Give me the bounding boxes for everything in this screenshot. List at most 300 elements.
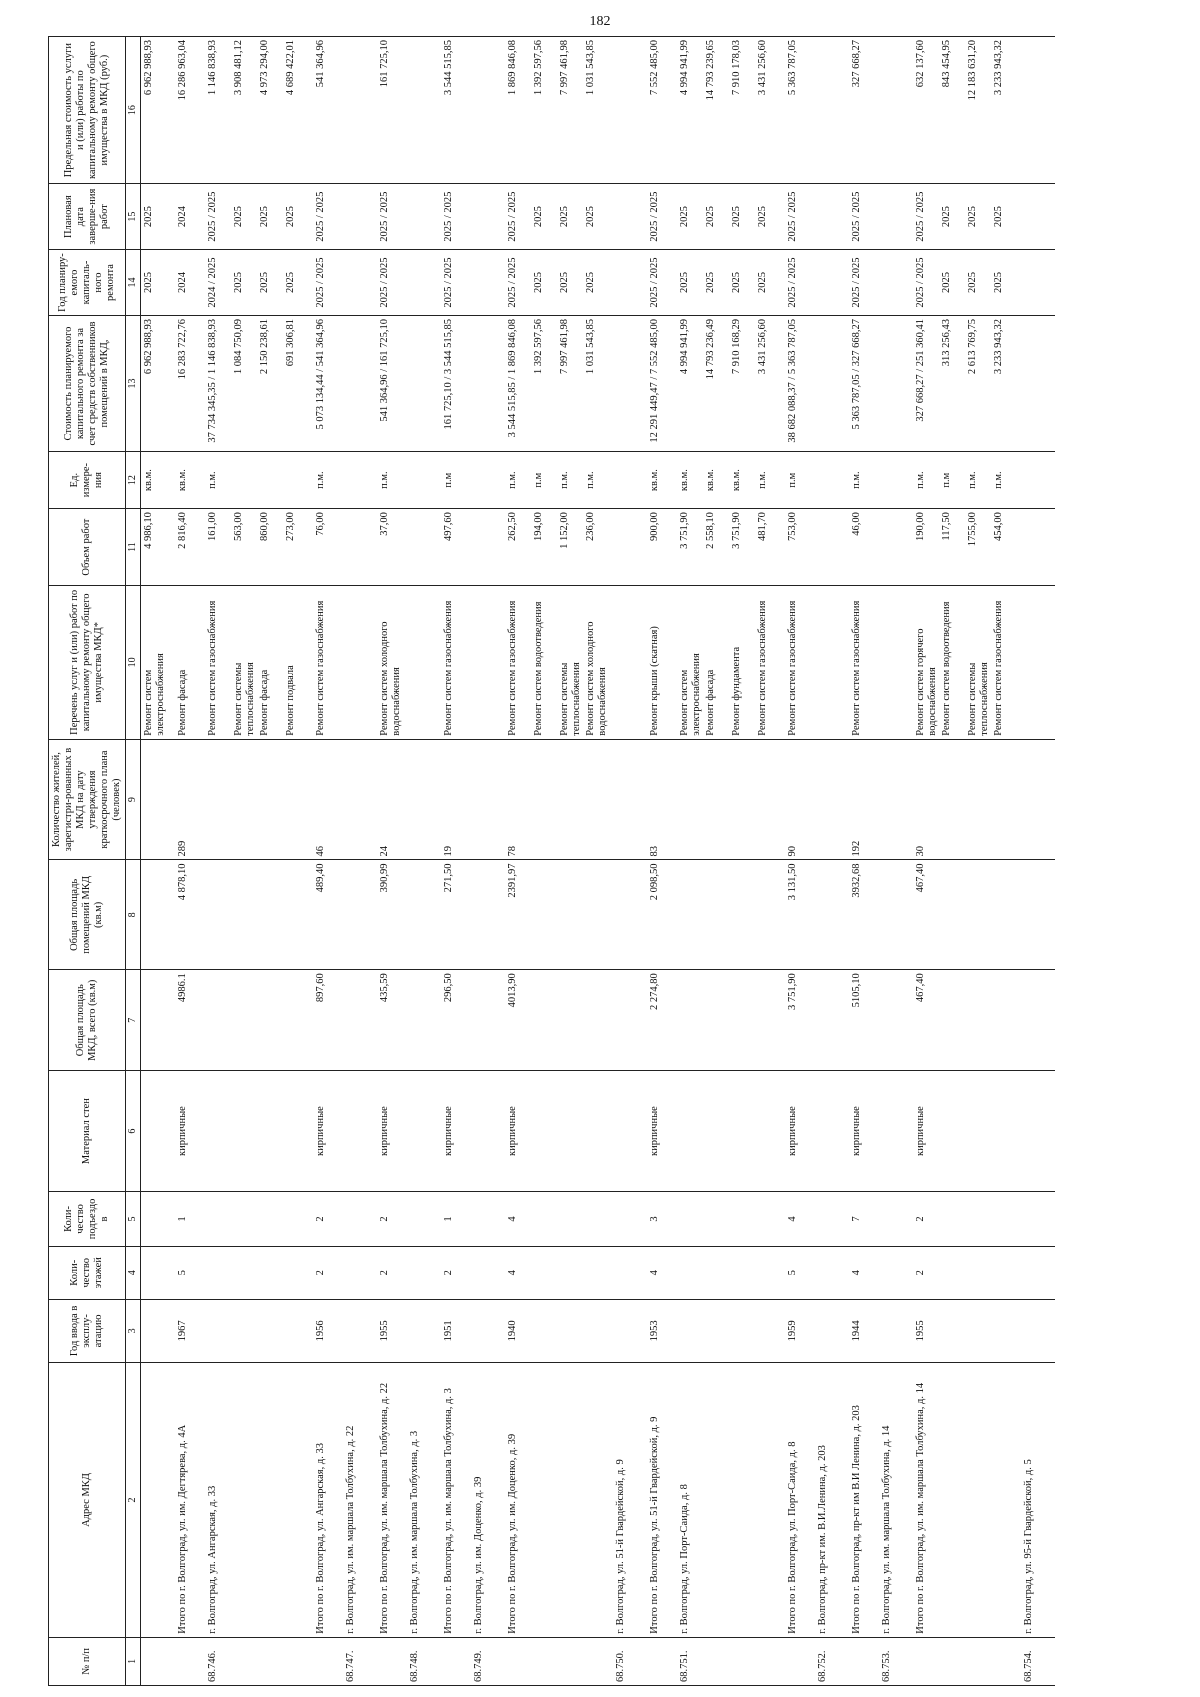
area-total-cell	[613, 970, 647, 1071]
plan-year-item	[313, 250, 343, 316]
limit-item-line: 632 137,60	[914, 40, 926, 88]
entrances-cell	[879, 1192, 913, 1247]
column-number: 10	[126, 586, 141, 740]
end-year-item	[205, 184, 313, 250]
work-item	[471, 586, 505, 740]
cost-item-line: 2 150 238,61	[258, 318, 270, 375]
end-year-item	[849, 184, 879, 250]
floors-cell	[613, 1246, 647, 1299]
end-year-item-line: 2025 / 2025	[914, 191, 926, 242]
row-number	[140, 1637, 175, 1685]
walls-cell	[879, 1071, 913, 1192]
area-rooms-cell	[677, 860, 785, 970]
end-year-item-line: 2025	[258, 206, 270, 228]
volume-item	[471, 509, 505, 586]
cost-item	[407, 315, 441, 451]
cost-item	[849, 315, 879, 451]
entrances-cell	[471, 1192, 505, 1247]
table-row	[343, 37, 377, 1686]
walls-cell	[815, 1071, 849, 1192]
cost-item-line: 38 682 088,37 / 5 363 787,05	[786, 318, 798, 443]
limit-item-line: 14 793 239,65	[704, 40, 716, 101]
column-number: 16	[126, 37, 141, 184]
volume-item-line: 190,00	[914, 512, 926, 542]
area-rooms-cell: 3 131,50	[785, 860, 815, 970]
cost-item-line: 5 363 787,05 / 327 668,27	[850, 318, 862, 430]
volume-item	[505, 509, 613, 586]
table-body	[140, 37, 1055, 1686]
year-cell: 1955	[377, 1299, 407, 1363]
unit-item	[441, 452, 471, 509]
residents-cell	[471, 739, 505, 860]
cost-item	[471, 315, 505, 451]
cost-item-line: 12 291 449,47 / 7 552 485,00	[648, 318, 660, 443]
plan-year-item-line: 2025 / 2025	[314, 257, 326, 308]
address-cell: г. Волгоград, ул. им. маршала Толбухина, д. 14	[879, 1363, 913, 1637]
limit-item	[140, 37, 175, 184]
cost-item	[785, 315, 815, 451]
volume-item	[849, 509, 879, 586]
unit-item-line: п.м	[940, 472, 952, 488]
year-cell: 1953	[647, 1299, 677, 1363]
area-rooms-cell: 489,40	[313, 860, 343, 970]
unit-item	[205, 452, 313, 509]
area-total-cell	[471, 970, 505, 1071]
volume-item-line: 3 751,90	[678, 512, 690, 549]
work-item	[377, 586, 407, 740]
cost-item	[175, 315, 205, 451]
area-rooms-cell: 271,50	[441, 860, 471, 970]
address-cell: г. Волгоград, ул. Ангарская, д. 33	[205, 1363, 313, 1637]
limit-item-line: 843 454,95	[940, 40, 952, 88]
plan-year-item	[815, 250, 849, 316]
plan-year-item-line: 2025	[730, 272, 742, 294]
work-item-line: Ремонт системы теплоснабжения	[966, 662, 990, 736]
end-year-item-line: 2025 / 2025	[314, 191, 326, 242]
volume-item	[677, 509, 785, 586]
row-number	[175, 1637, 205, 1685]
unit-item-line: п.м.	[206, 471, 218, 489]
end-year-item-line: 2025	[730, 206, 742, 228]
floors-cell	[205, 1246, 313, 1299]
area-total-cell	[343, 970, 377, 1071]
volume-item-line: 161,00	[206, 512, 218, 542]
area-rooms-cell: 467,40	[913, 860, 1021, 970]
unit-item-line: п.м	[442, 472, 454, 488]
plan-year-item	[647, 250, 677, 316]
end-year-item	[441, 184, 471, 250]
end-year-item-line: 2025 / 2025	[442, 191, 454, 242]
unit-item	[313, 452, 343, 509]
limit-item-line: 3 544 515,85	[442, 40, 454, 96]
residents-cell	[879, 739, 913, 860]
cost-item-line: 4 994 941,99	[678, 318, 690, 375]
plan-year-item-line: 2025 / 2025	[850, 257, 862, 308]
walls-cell: кирпичные	[505, 1071, 613, 1192]
volume-item-line: 117,50	[940, 512, 952, 541]
address-cell: г. Волгоград, ул. 51-й Гвардейской, д. 9	[613, 1363, 647, 1637]
limit-item	[471, 37, 505, 184]
address-cell: Итого по г. Волгоград, ул. Ангарская, д. 33	[313, 1363, 343, 1637]
area-rooms-cell	[879, 860, 913, 970]
unit-item-line: кв.м.	[142, 469, 154, 492]
volume-item-line: 1 152,00	[558, 512, 570, 549]
walls-cell	[205, 1071, 313, 1192]
row-number	[505, 1637, 613, 1685]
unit-item-line: п.м.	[756, 471, 768, 489]
limit-item	[815, 37, 849, 184]
unit-item-line: п.м.	[584, 471, 596, 489]
column-number: 15	[126, 184, 141, 250]
limit-item-line: 16 286 963,04	[176, 40, 188, 101]
limit-item-line: 6 962 988,93	[142, 40, 154, 96]
volume-item	[613, 509, 647, 586]
volume-item-line: 2 816,40	[176, 512, 188, 549]
end-year-item-line: 2025 / 2025	[506, 191, 518, 242]
volume-item-line: 46,00	[850, 512, 862, 536]
end-year-item	[647, 184, 677, 250]
volume-item-line: 497,60	[442, 512, 454, 542]
floors-cell: 5	[785, 1246, 815, 1299]
volume-item	[441, 509, 471, 586]
area-total-cell	[205, 970, 313, 1071]
work-item-line: Ремонт систем водоотведения	[532, 601, 544, 736]
cost-item	[647, 315, 677, 451]
column-number: 1	[126, 1637, 141, 1685]
residents-cell	[205, 739, 313, 860]
entrances-cell: 1	[441, 1192, 471, 1247]
unit-item-line: п.м.	[506, 471, 518, 489]
work-item	[879, 586, 913, 740]
column-header: Материал стен	[49, 1071, 126, 1192]
limit-item-line: 1 146 838,93	[206, 40, 218, 96]
end-year-item-line: 2025	[704, 206, 716, 228]
cost-item	[377, 315, 407, 451]
unit-item	[785, 452, 815, 509]
floors-cell	[1021, 1246, 1055, 1299]
plan-year-item-line: 2025	[756, 272, 768, 294]
year-cell: 1955	[913, 1299, 1021, 1363]
repair-plan-table	[48, 36, 1055, 1686]
entrances-cell	[677, 1192, 785, 1247]
work-item-line: Ремонт систем газоснабжения	[756, 600, 768, 736]
limit-item	[613, 37, 647, 184]
table-row	[471, 37, 505, 1686]
limit-item-line: 7 997 461,98	[558, 40, 570, 96]
column-number: 7	[126, 970, 141, 1071]
work-item-line: Ремонт систем газоснабжения	[314, 600, 326, 736]
unit-item	[407, 452, 441, 509]
volume-item	[1021, 509, 1055, 586]
entrances-cell: 2	[377, 1192, 407, 1247]
area-rooms-cell	[815, 860, 849, 970]
plan-year-item	[205, 250, 313, 316]
column-number: 11	[126, 509, 141, 586]
volume-item	[785, 509, 815, 586]
plan-year-item-line: 2025	[678, 272, 690, 294]
limit-item	[849, 37, 879, 184]
address-cell: Итого по г. Волгоград, ул. им. Доценко, д. 39	[505, 1363, 613, 1637]
column-header: Общая площадь помещений МКД (кв.м)	[49, 860, 126, 970]
work-item-line: Ремонт фасада	[258, 669, 270, 736]
unit-item-line: п.м.	[558, 471, 570, 489]
address-cell: Итого по г. Волгоград, ул. им. маршала Толбухина, д. 14	[913, 1363, 1021, 1637]
area-total-cell: 5105,10	[849, 970, 879, 1071]
column-number: 5	[126, 1192, 141, 1247]
floors-cell: 2	[913, 1246, 1021, 1299]
residents-cell: 46	[313, 739, 343, 860]
row-number: 68.753.	[879, 1637, 913, 1685]
limit-item-line: 7 552 485,00	[648, 40, 660, 96]
volume-item-line: 76,00	[314, 512, 326, 536]
unit-item-line: п.м.	[850, 471, 862, 489]
work-item	[343, 586, 377, 740]
floors-cell: 2	[377, 1246, 407, 1299]
work-item-line: Ремонт систем газоснабжения	[786, 600, 798, 736]
limit-item	[343, 37, 377, 184]
unit-item	[879, 452, 913, 509]
address-cell: г. Волгоград, пр-кт им. В.И.Ленина, д. 203	[815, 1363, 849, 1637]
limit-item-line: 5 363 787,05	[786, 40, 798, 96]
year-cell: 1967	[175, 1299, 205, 1363]
end-year-item-line: 2024	[176, 206, 188, 228]
limit-item	[647, 37, 677, 184]
column-header: Год ввода в эксплу-атацию	[49, 1299, 126, 1363]
residents-cell: 90	[785, 739, 815, 860]
work-item-line: Ремонт систем электроснабжения	[678, 653, 702, 736]
plan-year-item	[505, 250, 613, 316]
unit-item	[815, 452, 849, 509]
volume-item-line: 236,00	[584, 512, 596, 542]
column-header: Перечень услуг и (или) работ по капитальному ремонту общего имущества МКД*	[49, 586, 126, 740]
work-item-line: Ремонт системы теплоснабжения	[558, 662, 582, 736]
unit-item-line: кв.м.	[704, 469, 716, 492]
plan-year-item-line: 2025	[584, 272, 596, 294]
end-year-item-line: 2025 / 2025	[648, 191, 660, 242]
column-number: 3	[126, 1299, 141, 1363]
row-number: 68.750.	[613, 1637, 647, 1685]
plan-year-item-line: 2025	[940, 272, 952, 294]
row-number	[313, 1637, 343, 1685]
area-total-cell	[677, 970, 785, 1071]
cost-item-line: 16 283 722,76	[176, 318, 188, 380]
entrances-cell: 7	[849, 1192, 879, 1247]
end-year-item	[140, 184, 175, 250]
end-year-item	[407, 184, 441, 250]
column-header: Общая площадь МКД, всего (кв.м)	[49, 970, 126, 1071]
area-rooms-cell	[343, 860, 377, 970]
cost-item-line: 6 962 988,93	[142, 318, 154, 375]
cost-item-line: 541 364,96 / 161 725,10	[378, 318, 390, 422]
limit-item-line: 4 994 941,99	[678, 40, 690, 96]
work-item	[313, 586, 343, 740]
limit-item	[677, 37, 785, 184]
residents-cell	[613, 739, 647, 860]
cost-item-line: 7 910 168,29	[730, 318, 742, 375]
residents-cell	[407, 739, 441, 860]
table-row	[677, 37, 785, 1686]
cost-item	[313, 315, 343, 451]
unit-item-line: п.м.	[314, 471, 326, 489]
unit-item-line: п.м	[532, 472, 544, 488]
unit-item-line: кв.м.	[648, 469, 660, 492]
volume-item	[343, 509, 377, 586]
cost-item-line: 3 544 515,85 / 1 869 846,08	[506, 318, 518, 438]
work-item	[441, 586, 471, 740]
address-cell: Итого по г. Волгоград, ул. Порт-Саида, д. 8	[785, 1363, 815, 1637]
plan-year-item	[407, 250, 441, 316]
work-item-line: Ремонт систем холодного водоснабжения	[378, 621, 402, 736]
plan-year-item-line: 2025 / 2025	[914, 257, 926, 308]
work-item-line: Ремонт систем электроснабжения	[142, 653, 166, 736]
table-row	[613, 37, 647, 1686]
row-number: 68.751.	[677, 1637, 785, 1685]
page-number: 182	[589, 14, 611, 29]
floors-cell	[677, 1246, 785, 1299]
work-item-line: Ремонт систем холодного водоснабжения	[584, 621, 608, 736]
work-item-line: Ремонт фундамента	[730, 646, 742, 736]
area-rooms-cell	[471, 860, 505, 970]
walls-cell	[471, 1071, 505, 1192]
volume-item-line: 2 558,10	[704, 512, 716, 549]
year-cell: 1959	[785, 1299, 815, 1363]
unit-item-line: п.м.	[914, 471, 926, 489]
year-cell: 1956	[313, 1299, 343, 1363]
residents-cell: 19	[441, 739, 471, 860]
area-rooms-cell: 2 098,50	[647, 860, 677, 970]
limit-item-line: 4 973 294,00	[258, 40, 270, 96]
year-cell	[471, 1299, 505, 1363]
total-row	[647, 37, 677, 1686]
residents-cell: 78	[505, 739, 613, 860]
unit-item-line: кв.м.	[678, 469, 690, 492]
limit-item	[785, 37, 815, 184]
cost-item	[1021, 315, 1055, 451]
address-cell: г. Волгоград, ул. им. маршала Толбухина, д. 3	[407, 1363, 441, 1637]
column-header: Ед. измере-ния	[49, 452, 126, 509]
walls-cell: кирпичные	[313, 1071, 343, 1192]
volume-item-line: 273,00	[284, 512, 296, 542]
column-header: Количество жителей, зарегистри-рованных в МКД на дату утверждения краткосрочного плана (человек)	[49, 739, 126, 860]
entrances-cell: 4	[785, 1192, 815, 1247]
column-number: 9	[126, 739, 141, 860]
total-row	[785, 37, 815, 1686]
floors-cell: 5	[175, 1246, 205, 1299]
area-total-cell	[140, 970, 175, 1071]
cost-item	[879, 315, 913, 451]
column-header: Объем работ	[49, 509, 126, 586]
entrances-cell	[613, 1192, 647, 1247]
cost-item	[913, 315, 1021, 451]
work-item-line: Ремонт подвала	[284, 665, 296, 736]
year-cell: 1951	[441, 1299, 471, 1363]
area-rooms-cell: 3932,68	[849, 860, 879, 970]
address-cell: г. Волгоград, ул. им. Доценко, д. 39	[471, 1363, 505, 1637]
plan-year-item-line: 2025	[232, 272, 244, 294]
end-year-item	[677, 184, 785, 250]
floors-cell	[879, 1246, 913, 1299]
work-item	[913, 586, 1021, 740]
plan-year-item-line: 2024 / 2025	[206, 257, 218, 308]
work-item	[205, 586, 313, 740]
limit-item-line: 3 233 943,32	[992, 40, 1004, 96]
work-item	[613, 586, 647, 740]
work-item-line: Ремонт систем газоснабжения	[992, 600, 1004, 736]
row-number	[441, 1637, 471, 1685]
volume-item	[205, 509, 313, 586]
plan-year-item	[343, 250, 377, 316]
cost-item-line: 14 793 236,49	[704, 318, 716, 380]
work-item-line: Ремонт систем газоснабжения	[850, 600, 862, 736]
work-item-line: Ремонт систем газоснабжения	[442, 600, 454, 736]
work-item	[505, 586, 613, 740]
row-number	[647, 1637, 677, 1685]
total-row	[313, 37, 343, 1686]
unit-item	[140, 452, 175, 509]
floors-cell	[471, 1246, 505, 1299]
volume-item-line: 4 986,10	[142, 512, 154, 549]
end-year-item	[815, 184, 849, 250]
walls-cell: кирпичные	[175, 1071, 205, 1192]
volume-item	[140, 509, 175, 586]
end-year-item	[879, 184, 913, 250]
limit-item-line: 12 183 631,20	[966, 40, 978, 101]
row-number: 68.749.	[471, 1637, 505, 1685]
walls-cell	[343, 1071, 377, 1192]
entrances-cell	[1021, 1192, 1055, 1247]
unit-item-line: п.м.	[966, 471, 978, 489]
total-row	[849, 37, 879, 1686]
entrances-cell	[815, 1192, 849, 1247]
cost-item-line: 37 734 345,35 / 1 146 838,93	[206, 318, 218, 443]
cost-item-line: 5 073 134,44 / 541 364,96	[314, 318, 326, 430]
entrances-cell	[343, 1192, 377, 1247]
end-year-item	[613, 184, 647, 250]
walls-cell	[407, 1071, 441, 1192]
walls-cell	[613, 1071, 647, 1192]
limit-item	[1021, 37, 1055, 184]
plan-year-item-line: 2025	[558, 272, 570, 294]
plan-year-item	[1021, 250, 1055, 316]
row-number	[849, 1637, 879, 1685]
unit-item-line	[285, 455, 311, 505]
work-item-line: Ремонт фасада	[704, 669, 716, 736]
floors-cell	[815, 1246, 849, 1299]
cost-item-line: 691 306,81	[284, 318, 296, 367]
row-number: 68.748.	[407, 1637, 441, 1685]
volume-item	[647, 509, 677, 586]
cost-item	[205, 315, 313, 451]
floors-cell	[407, 1246, 441, 1299]
floors-cell	[140, 1246, 175, 1299]
unit-item	[343, 452, 377, 509]
year-cell	[1021, 1299, 1055, 1363]
volume-item-line: 860,00	[258, 512, 270, 542]
cost-item	[613, 315, 647, 451]
work-item	[785, 586, 815, 740]
work-item-line: Ремонт систем водоотведения	[940, 601, 952, 736]
column-header: № п/п	[49, 1637, 126, 1685]
unit-item	[647, 452, 677, 509]
area-total-cell	[1021, 970, 1055, 1071]
plan-year-item-line: 2025 / 2025	[506, 257, 518, 308]
end-year-item-line: 2025	[532, 206, 544, 228]
end-year-item-line: 2025	[142, 206, 154, 228]
limit-item-line: 1 392 597,56	[532, 40, 544, 96]
end-year-item-line: 2025 / 2025	[206, 191, 218, 242]
work-item	[815, 586, 849, 740]
area-total-cell: 435,59	[377, 970, 407, 1071]
